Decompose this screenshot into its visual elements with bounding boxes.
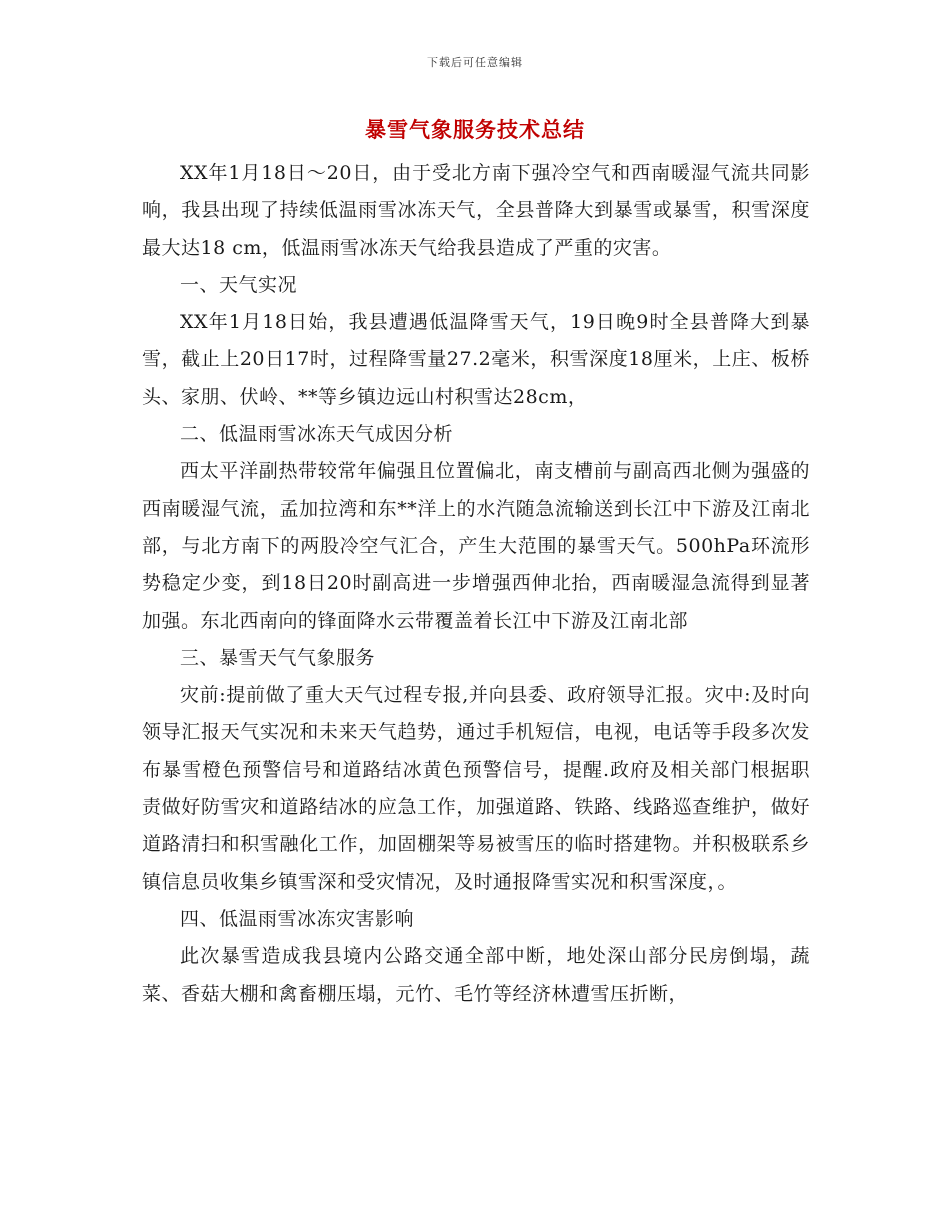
section-heading-weather-facts: 一、天气实况 <box>180 273 298 296</box>
section-heading-disaster-impact: 四、低温雨雪冰冻灾害影响 <box>180 907 415 930</box>
section-heading-meteorological-service: 三、暴雪天气气象服务 <box>180 646 376 669</box>
weather-facts-paragraph: XX年1月18日始，我县遭遇低温降雪天气，19日晚9时全县普降大到暴雪，截止上20日17时，过程降雪量27.2毫米，积雪深度18厘米，上庄、板桥头、家朋、伏岭、**等乡镇边远山村积雪达28cm， <box>142 311 810 408</box>
document-title: 暴雪气象服务技术总结 <box>365 117 585 142</box>
section-heading-cause-analysis: 二、低温雨雪冰冻天气成因分析 <box>180 423 454 446</box>
document-body <box>142 155 810 1013</box>
page-header-note: 下载后可任意编辑 <box>427 56 523 69</box>
intro-paragraph: XX年1月18日～20日，由于受北方南下强冷空气和西南暖湿气流共同影响，我县出现了持续低温雨雪冰冻天气，全县普降大到暴雪或暴雪，积雪深度最大达18 cm，低温雨雪冰冻天气给我县造成了严重的灾害。 <box>142 162 810 259</box>
meteorological-service-paragraph: 灾前:提前做了重大天气过程专报,并向县委、政府领导汇报。灾中:及时向领导汇报天气实况和未来天气趋势，通过手机短信，电视，电话等手段多次发布暴雪橙色预警信号和道路结冰黄色预警信号，提醒.政府及相关部门根据职责做好防雪灾和道路结冰的应急工作，加强道路、铁路、线路巡查维护，做好道路清扫和积雪融化工作，加固棚架等易被雪压的临时搭建物。并积极联系乡镇信息员收集乡镇雪深和受灾情况，及时通报降雪实况和积雪深度，。 <box>142 684 810 893</box>
disaster-impact-paragraph: 此次暴雪造成我县境内公路交通全部中断，地处深山部分民房倒塌，蔬菜、香菇大棚和禽畜棚压塌，元竹、毛竹等经济林遭雪压折断， <box>142 945 810 1005</box>
cause-analysis-paragraph: 西太平洋副热带较常年偏强且位置偏北，南支槽前与副高西北侧为强盛的西南暖湿气流，孟加拉湾和东**洋上的水汽随急流输送到长江中下游及江南北部，与北方南下的两股冷空气汇合，产生大范围的暴雪天气。500hPa环流形势稳定少变，到18日20时副高进一步增强西伸北抬，西南暖湿急流得到显著加强。东北西南向的锋面降水云带覆盖着长江中下游及江南北部 <box>142 460 810 632</box>
